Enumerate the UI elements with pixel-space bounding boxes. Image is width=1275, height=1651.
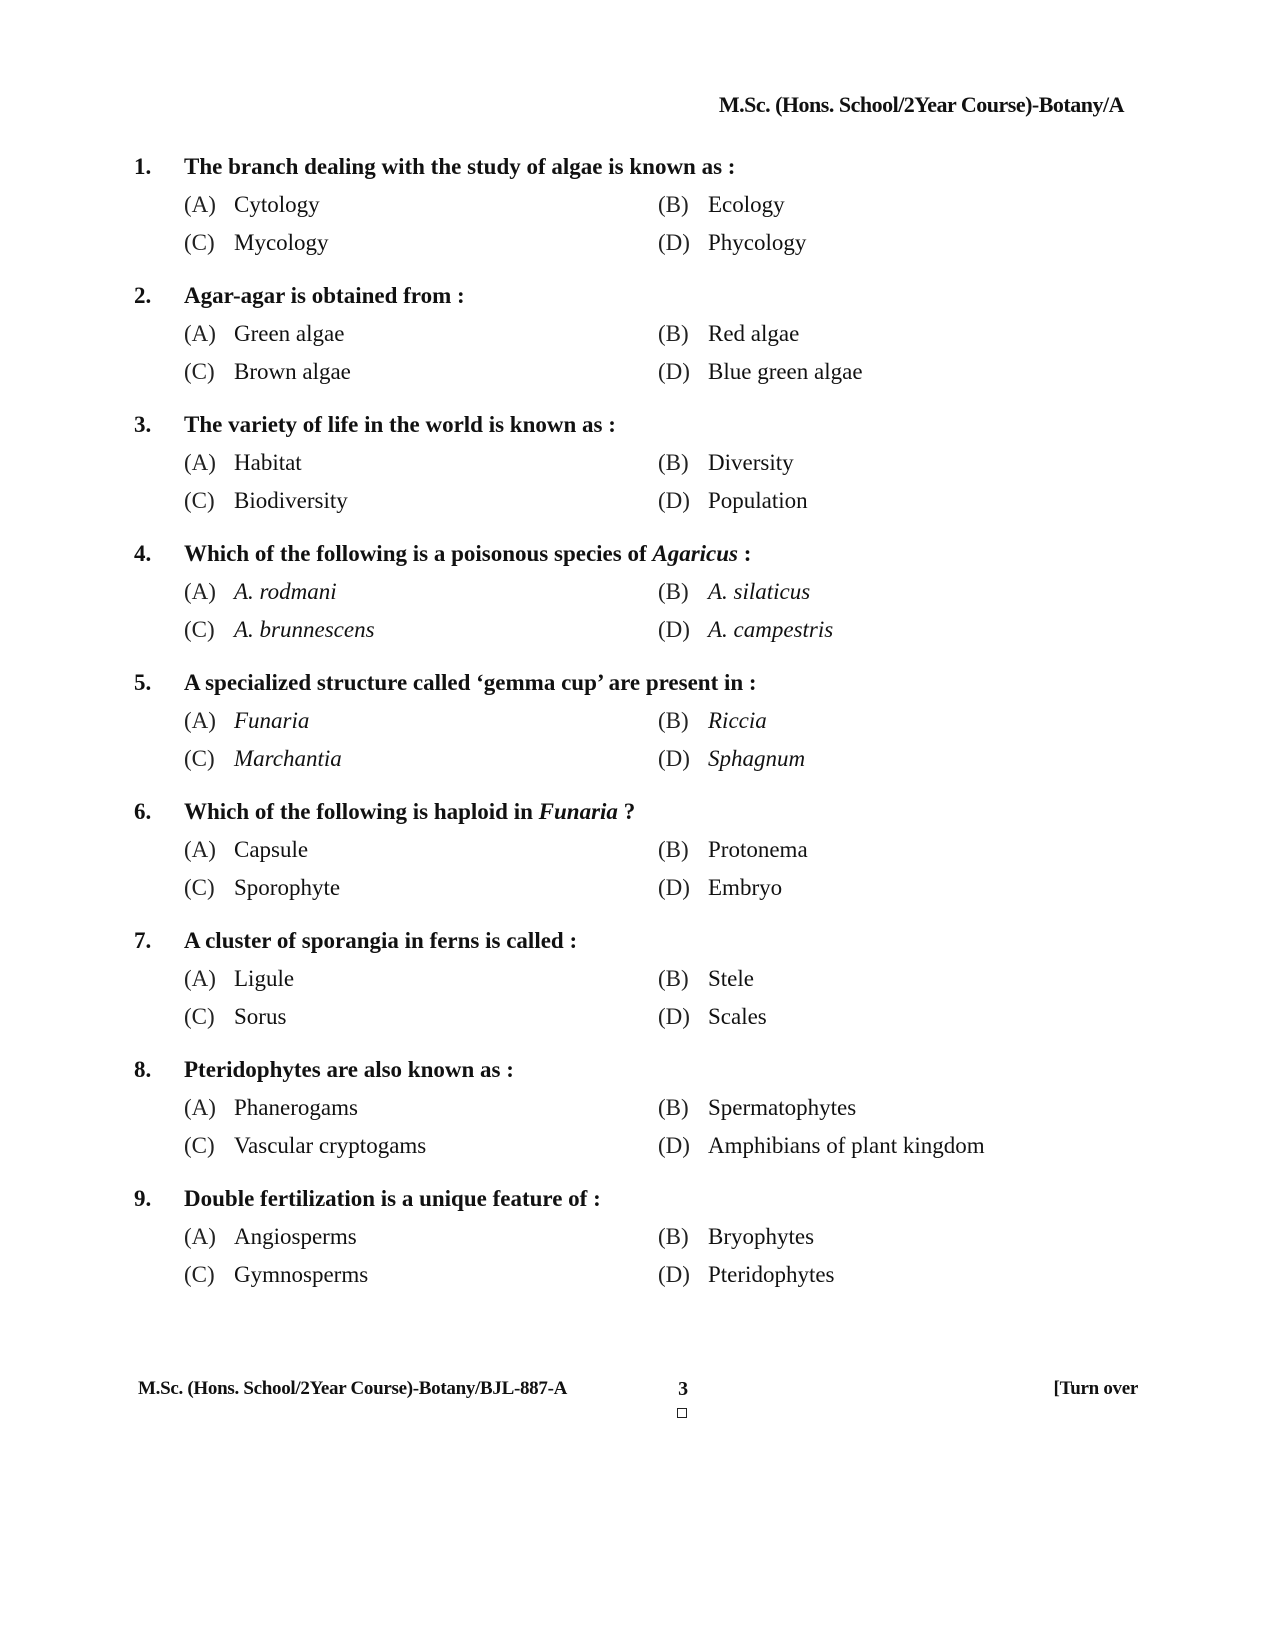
paper-code: M.Sc. (Hons. School/2Year Course)-Botany/BJL-887-A (138, 1378, 568, 1399)
option-b (658, 319, 1132, 349)
question-text: Pteridophytes are also known as : (184, 1057, 514, 1082)
question-number: 9. (134, 1186, 152, 1211)
option-text: Ligule (234, 966, 295, 991)
option-a (184, 964, 658, 994)
option-label: (B) (658, 192, 689, 217)
question-6 (134, 797, 1134, 903)
option-text: Amphibians of plant kingdom (708, 1133, 985, 1158)
option-label: (A) (184, 708, 216, 733)
option-a (184, 706, 658, 736)
option-text: Sporophyte (234, 875, 341, 900)
option-label: (D) (658, 1262, 690, 1287)
option-text: Blue green algae (708, 359, 863, 384)
question-4 (134, 539, 1134, 645)
option-b (658, 448, 1132, 478)
question-8 (134, 1055, 1134, 1161)
question-text: A specialized structure called ‘gemma cup’ are present in : (184, 670, 757, 695)
option-d (658, 228, 1132, 258)
option-b (658, 1222, 1132, 1252)
option-c (184, 486, 658, 516)
option-text: Capsule (234, 837, 309, 862)
page-header: M.Sc. (Hons. School/2Year Course)-Botany/A (718, 92, 1124, 117)
option-label: (C) (184, 1004, 215, 1029)
option-text: Population (708, 488, 808, 513)
option-text: Funaria (234, 708, 310, 733)
question-number: 7. (134, 928, 152, 953)
option-label: (B) (658, 708, 689, 733)
species-name: Funaria (538, 799, 618, 824)
option-c (184, 744, 658, 774)
option-c (184, 1002, 658, 1032)
option-label: (A) (184, 1224, 216, 1249)
option-d (658, 744, 1132, 774)
question-number: 6. (134, 799, 152, 824)
option-a (184, 1222, 658, 1252)
option-text: Protonema (708, 837, 808, 862)
option-label: (C) (184, 1262, 215, 1287)
option-label: (A) (184, 966, 216, 991)
option-text: Biodiversity (234, 488, 348, 513)
option-text: Pteridophytes (708, 1262, 835, 1287)
option-b (658, 1093, 1132, 1123)
option-text: A. brunnescens (234, 617, 375, 642)
option-c (184, 1131, 658, 1161)
option-d (658, 1260, 1132, 1290)
option-text: Riccia (708, 708, 767, 733)
option-c (184, 357, 658, 387)
option-text: Red algae (708, 321, 800, 346)
option-c (184, 873, 658, 903)
square-marker-icon (677, 1408, 687, 1418)
option-text: A. silaticus (708, 579, 811, 604)
question-text: Agar-agar is obtained from : (184, 283, 465, 308)
option-text: Embryo (708, 875, 783, 900)
option-text: A. campestris (708, 617, 834, 642)
option-c (184, 228, 658, 258)
option-label: (D) (658, 1004, 690, 1029)
option-label: (A) (184, 579, 216, 604)
question-number: 4. (134, 541, 152, 566)
question-number: 8. (134, 1057, 152, 1082)
question-text-part: : (738, 541, 752, 566)
option-text: Phanerogams (234, 1095, 358, 1120)
question-text (184, 539, 751, 569)
option-d (658, 873, 1132, 903)
option-label: (A) (184, 1095, 216, 1120)
option-text: Sorus (234, 1004, 287, 1029)
question-text-part: Which of the following is haploid in (184, 799, 539, 824)
species-name: Agaricus (652, 541, 738, 566)
option-label: (B) (658, 321, 689, 346)
option-label: (D) (658, 1133, 690, 1158)
option-label: (C) (184, 230, 215, 255)
option-text: Green algae (234, 321, 345, 346)
option-label: (C) (184, 1133, 215, 1158)
question-7 (134, 926, 1134, 1032)
option-label: (A) (184, 192, 216, 217)
question-3 (134, 410, 1134, 516)
option-label: (B) (658, 837, 689, 862)
option-a (184, 448, 658, 478)
option-d (658, 1002, 1132, 1032)
option-text: Brown algae (234, 359, 351, 384)
question-text-part: ? (617, 799, 636, 824)
option-d (658, 1131, 1132, 1161)
option-label: (A) (184, 450, 216, 475)
option-b (658, 190, 1132, 220)
option-d (658, 357, 1132, 387)
option-text: Bryophytes (708, 1224, 815, 1249)
question-9 (134, 1184, 1134, 1290)
question-5 (134, 668, 1134, 774)
option-b (658, 706, 1132, 736)
option-text: Spermatophytes (708, 1095, 857, 1120)
option-label: (C) (184, 746, 215, 771)
page-number: 3 (678, 1378, 688, 1400)
question-text-part: Which of the following is a poisonous species of (184, 541, 653, 566)
turn-over-note: [Turn over (1053, 1378, 1138, 1399)
question-text (184, 797, 635, 827)
option-text: Ecology (708, 192, 785, 217)
option-text: Stele (708, 966, 754, 991)
option-b (658, 577, 1132, 607)
option-a (184, 835, 658, 865)
option-text: Habitat (234, 450, 302, 475)
option-label: (B) (658, 450, 689, 475)
option-label: (D) (658, 359, 690, 384)
option-text: Mycology (234, 230, 329, 255)
question-text: A cluster of sporangia in ferns is called : (184, 928, 578, 953)
option-label: (D) (658, 617, 690, 642)
option-a (184, 190, 658, 220)
option-label: (D) (658, 875, 690, 900)
question-2 (134, 281, 1134, 387)
option-d (658, 486, 1132, 516)
question-number: 3. (134, 412, 152, 437)
question-list (134, 152, 1134, 1313)
option-label: (D) (658, 230, 690, 255)
option-label: (A) (184, 321, 216, 346)
option-label: (B) (658, 579, 689, 604)
option-text: Phycology (708, 230, 807, 255)
option-text: Sphagnum (708, 746, 806, 771)
option-b (658, 964, 1132, 994)
question-number: 5. (134, 670, 152, 695)
question-text: The variety of life in the world is known as : (184, 412, 616, 437)
option-c (184, 615, 658, 645)
option-text: Diversity (708, 450, 794, 475)
option-text: Gymnosperms (234, 1262, 369, 1287)
question-text: Double fertilization is a unique feature of : (184, 1186, 601, 1211)
option-label: (B) (658, 1095, 689, 1120)
question-number: 1. (134, 154, 152, 179)
page-footer (138, 1378, 1138, 1428)
option-label: (C) (184, 617, 215, 642)
option-label: (C) (184, 359, 215, 384)
option-d (658, 615, 1132, 645)
question-number: 2. (134, 283, 152, 308)
option-a (184, 577, 658, 607)
option-label: (C) (184, 875, 215, 900)
option-label: (A) (184, 837, 216, 862)
option-label: (D) (658, 488, 690, 513)
option-label: (D) (658, 746, 690, 771)
option-text: Angiosperms (234, 1224, 357, 1249)
option-text: Vascular cryptogams (234, 1133, 427, 1158)
option-label: (B) (658, 966, 689, 991)
option-a (184, 1093, 658, 1123)
option-text: Scales (708, 1004, 767, 1029)
option-label: (C) (184, 488, 215, 513)
option-text: Marchantia (234, 746, 342, 771)
option-c (184, 1260, 658, 1290)
option-text: Cytology (234, 192, 320, 217)
option-b (658, 835, 1132, 865)
option-label: (B) (658, 1224, 689, 1249)
option-a (184, 319, 658, 349)
option-text: A. rodmani (234, 579, 337, 604)
question-text: The branch dealing with the study of algae is known as : (184, 154, 736, 179)
question-1 (134, 152, 1134, 258)
